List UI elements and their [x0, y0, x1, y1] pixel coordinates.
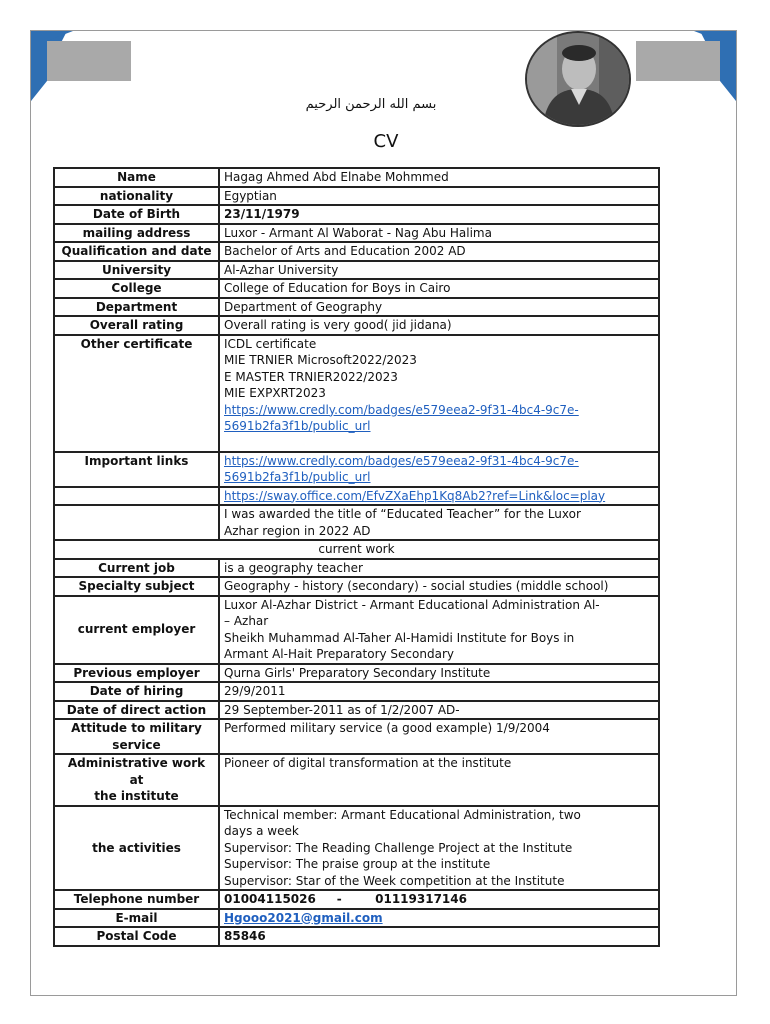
- certificate-item: E MASTER TRNIER2022/2023: [224, 369, 398, 384]
- row-label: College: [54, 279, 219, 298]
- row-label: Important links: [54, 452, 219, 487]
- award-text-cont: Azhar region in 2022 AD: [224, 523, 371, 538]
- row-value: 29/9/2011: [219, 682, 659, 701]
- row-label: Previous employer: [54, 664, 219, 683]
- section-header-current-work: current work: [54, 540, 659, 559]
- row-label: Specialty subject: [54, 577, 219, 596]
- page-title: CV: [373, 131, 399, 152]
- row-label: Postal Code: [54, 927, 219, 946]
- credly-link-cont[interactable]: 5691b2fa3f1b/public_url: [224, 470, 371, 484]
- table-row: [54, 487, 659, 506]
- award-text: I was awarded the title of “Educated Teacher” for the Luxor: [224, 507, 581, 521]
- row-label: nationality: [54, 187, 219, 206]
- table-row: [54, 682, 659, 701]
- employer-cell: [219, 596, 659, 664]
- phone-value: 01004115026 - 01119317146: [219, 890, 659, 909]
- row-value: Department of Geography: [219, 298, 659, 317]
- table-row: [54, 909, 659, 928]
- credly-link-certificate-cont[interactable]: 5691b2fa3f1b/public_url: [224, 419, 371, 433]
- corner-decoration-left: [31, 31, 131, 101]
- email-cell: [219, 909, 659, 928]
- table-row: [54, 596, 659, 664]
- row-value: Performed military service (a good example) 1/9/2004: [219, 719, 659, 754]
- row-value: is a geography teacher: [219, 559, 659, 578]
- row-label: E-mail: [54, 909, 219, 928]
- table-row: [54, 540, 659, 559]
- bismillah-text: بسم الله الرحمن الرحيم: [305, 97, 437, 112]
- activity-item: Supervisor: Star of the Week competition at the Institute: [224, 873, 565, 888]
- row-label: current employer: [54, 596, 219, 664]
- table-row: [54, 559, 659, 578]
- row-value: Luxor - Armant Al Waborat - Nag Abu Halima: [219, 224, 659, 243]
- row-label-empty: [54, 505, 219, 540]
- certificate-item: MIE EXPXRT2023: [224, 386, 326, 400]
- table-row: [54, 754, 659, 806]
- row-label: Name: [54, 168, 219, 187]
- row-value: [219, 452, 659, 487]
- row-value: Bachelor of Arts and Education 2002 AD: [219, 242, 659, 261]
- employer-line: – Azhar: [224, 614, 269, 628]
- row-label: Current job: [54, 559, 219, 578]
- row-value: Geography - history (secondary) - social studies (middle school): [219, 577, 659, 596]
- table-row: [54, 664, 659, 683]
- employer-line: Armant Al-Hait Preparatory Secondary: [224, 647, 454, 661]
- table-row: [54, 187, 659, 206]
- row-label: Other certificate: [54, 335, 219, 452]
- table-row: [54, 335, 659, 452]
- table-row: [54, 927, 659, 946]
- table-row: [54, 505, 659, 540]
- credly-link[interactable]: https://www.credly.com/badges/e579eea2-9f31-4bc4-9c7e-: [224, 453, 579, 468]
- table-row: [54, 168, 659, 187]
- cv-page: [30, 30, 737, 996]
- row-label: the activities: [54, 806, 219, 891]
- row-label: Administrative work at: [67, 756, 206, 787]
- row-label: Date of Birth: [54, 205, 219, 224]
- table-row: [54, 205, 659, 224]
- activity-item: Technical member: Armant Educational Administration, two: [224, 807, 581, 822]
- row-label: Telephone number: [54, 890, 219, 909]
- table-row: [54, 577, 659, 596]
- table-row: [54, 261, 659, 280]
- table-row: [54, 279, 659, 298]
- table-row: [54, 224, 659, 243]
- admin-label: [54, 754, 219, 806]
- row-label-cont: the institute: [94, 789, 179, 803]
- row-value: Hagag Ahmed Abd Elnabe Mohmmed: [219, 168, 659, 187]
- activities-cell: [219, 806, 659, 891]
- row-value: [219, 487, 659, 506]
- row-value: 85846: [219, 927, 659, 946]
- row-value: 23/11/1979: [219, 205, 659, 224]
- corner-decoration-right: [636, 31, 736, 101]
- row-label-cont: service: [112, 737, 161, 752]
- certificate-item: MIE TRNIER Microsoft2022/2023: [224, 353, 417, 367]
- certificates-cell: [219, 335, 659, 452]
- row-value: Pioneer of digital transformation at the institute: [219, 754, 659, 806]
- row-value: Al-Azhar University: [219, 261, 659, 280]
- row-label-empty: [54, 487, 219, 506]
- military-label: [54, 719, 219, 754]
- email-link[interactable]: Hgooo2021@gmail.com: [224, 910, 383, 925]
- row-label: Qualification and date: [54, 242, 219, 261]
- employer-line: Sheikh Muhammad Al-Taher Al-Hamidi Institute for Boys in: [224, 630, 575, 645]
- sway-link[interactable]: https://sway.office.com/EfvZXaEhp1Kq8Ab2?ref=Link&loc=play: [224, 488, 606, 503]
- spacer: [224, 435, 654, 451]
- row-label: Attitude to military: [71, 721, 202, 735]
- activity-item: Supervisor: The praise group at the institute: [224, 857, 491, 871]
- table-row: [54, 298, 659, 317]
- activity-item: Supervisor: The Reading Challenge Project at the Institute: [224, 840, 573, 855]
- credly-link-certificate[interactable]: https://www.credly.com/badges/e579eea2-9f31-4bc4-9c7e-: [224, 402, 579, 417]
- row-label: mailing address: [54, 224, 219, 243]
- table-row: [54, 316, 659, 335]
- certificate-item: ICDL certificate: [224, 336, 317, 351]
- table-row: [54, 242, 659, 261]
- activity-item: days a week: [224, 824, 299, 838]
- table-row: [54, 701, 659, 720]
- profile-photo: [525, 31, 631, 127]
- row-value: Egyptian: [219, 187, 659, 206]
- row-label: Date of direct action: [54, 701, 219, 720]
- row-value: College of Education for Boys in Cairo: [219, 279, 659, 298]
- row-value: Qurna Girls' Preparatory Secondary Institute: [219, 664, 659, 683]
- row-value: Overall rating is very good( jid jidana): [219, 316, 659, 335]
- table-row: [54, 890, 659, 909]
- row-label: Department: [54, 298, 219, 317]
- table-row: [54, 452, 659, 487]
- table-row: [54, 719, 659, 754]
- employer-line: Luxor Al-Azhar District - Armant Educational Administration Al-: [224, 597, 600, 612]
- row-label: Date of hiring: [54, 682, 219, 701]
- cv-table: [53, 167, 660, 947]
- award-cell: [219, 505, 659, 540]
- row-label: Overall rating: [54, 316, 219, 335]
- row-value: 29 September-2011 as of 1/2/2007 AD-: [219, 701, 659, 720]
- row-label: University: [54, 261, 219, 280]
- table-row: [54, 806, 659, 891]
